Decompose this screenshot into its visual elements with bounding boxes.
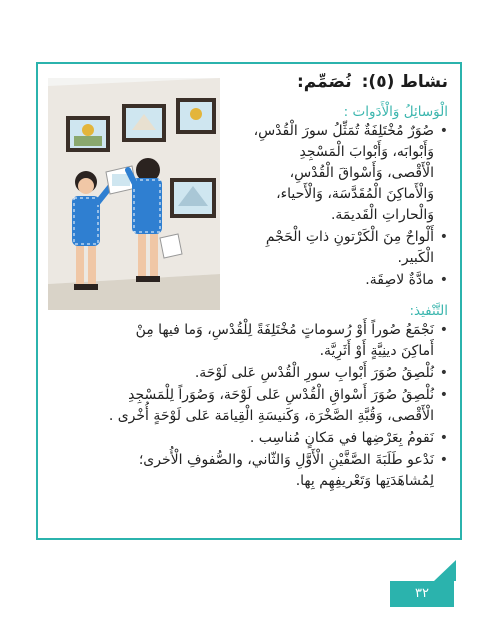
execution-steps-list: [52, 320, 448, 492]
execution-step: [52, 320, 448, 362]
activity-subtitle: نُصَمِّم:: [296, 72, 352, 92]
materials-item-line: • صُوَرٌ مُخْتَلِفَةٌ تُمَثِّلُ سورَ الْقُدْسِ،: [253, 123, 434, 139]
materials-item-line: الْأَقْصى، وَأَسْواقَ الْقُدْسِ،: [289, 165, 434, 181]
materials-item-line: الْكَبير.: [397, 250, 434, 266]
page-number: ٣٢: [390, 581, 454, 607]
execution-step: [52, 428, 448, 449]
execution-step-line: • نُلْصِقُ صُوَرَ أَسْواقِ الْقُدْسِ عَلى لَوْحَة، وَصُوَراً لِلْمَسْجِدِ: [128, 387, 434, 403]
materials-item: [52, 121, 448, 226]
execution-step-line: • نَقومُ بِعَرْضِها في مَكانٍ مُناسِب .: [249, 430, 434, 446]
execution-step-line: • نُلْصِقُ صُوَرَ أَبْوابِ سورِ الْقُدْسِ عَلى لَوْحَة.: [194, 365, 434, 381]
execution-step-line: أَماكِنَ دينِيَّةٍ أَوْ أَثَرِيَّة.: [319, 343, 434, 359]
materials-item-line: وَأَبْوابَه، وَأَبْوابَ الْمَسْجِدِ: [299, 144, 434, 160]
execution-step-line: • نَدْعو طَلَبَةَ الصَّفَّيْنِ الْأَوَّلِ وَالثّاني، والصُّفوفِ الْأُخرى؛: [138, 452, 434, 468]
activity-frame: [36, 62, 462, 540]
execution-step-line: الْأَقْصى، وَقُبَّةِ الصَّخْرَة، وَكَنيسَةِ الْقِيامَة عَلى لَوْحَةٍ أُخْرى .: [108, 408, 434, 424]
activity-title: نشاط (٥):: [361, 72, 448, 92]
materials-item: [52, 227, 448, 269]
execution-step: [52, 450, 448, 492]
materials-item-line: • مادَّةٌ لاصِقَة.: [365, 272, 434, 288]
page-corner-decoration: [434, 560, 456, 581]
materials-item: [52, 270, 448, 291]
execution-step-line: لِمُشاهَدَتِها وَتَعْريفِهِم بِها.: [295, 473, 434, 489]
activity-title-row: [52, 72, 448, 92]
materials-list: [52, 121, 448, 291]
activity-content: [52, 70, 448, 534]
materials-item-line: وَالْأَماكِنَ الْمُقَدَّسَة، وَالْأَحياء،: [276, 186, 434, 202]
execution-step: [52, 385, 448, 427]
execution-heading: التَّنْفيذ:: [409, 303, 448, 319]
execution-step: [52, 363, 448, 384]
materials-item-line: وَالْحاراتِ الْقَديمَة.: [330, 207, 434, 223]
materials-heading: الْوَسائِلُ وَالْأَدَوات :: [343, 104, 448, 120]
materials-item-line: • أَلْواحٌ مِنَ الْكَرْتونِ ذاتِ الْحَجْمِ: [265, 229, 434, 245]
execution-step-line: • نَجْمَعُ صُوراً أَوْ رُسوماتٍ مُخْتَلِفَةً لِلْقُدْسِ، وَما فيها مِنْ: [135, 322, 434, 338]
